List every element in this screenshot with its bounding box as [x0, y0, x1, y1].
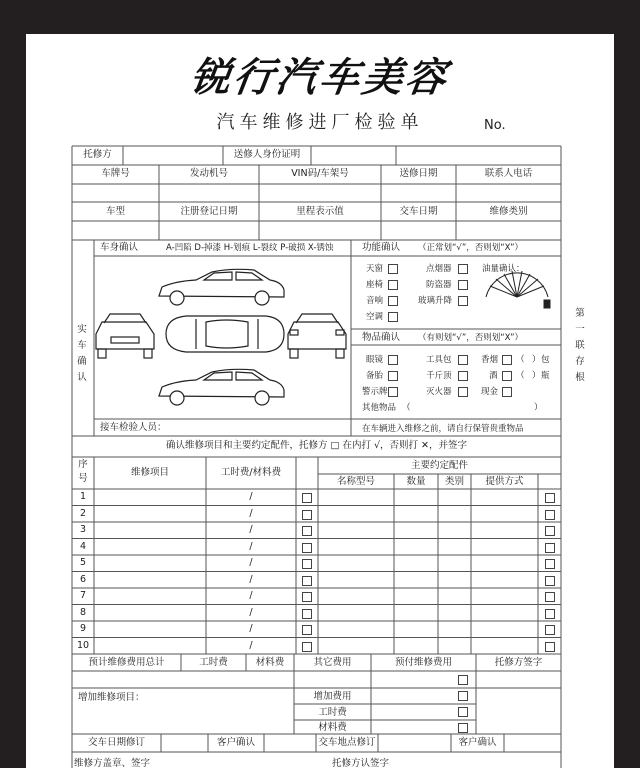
row-parts-checkbox[interactable] [545, 493, 555, 503]
checkbox-extra-fee[interactable] [458, 691, 468, 701]
extra-labor-label: 工时费 [318, 707, 347, 718]
checkbox-prepay[interactable] [458, 675, 468, 685]
customer-confirm-label-1: 客户确认 [216, 737, 255, 748]
reg-date-label: 注册登记日期 [180, 206, 238, 217]
car-top-view-icon [166, 316, 284, 352]
item-glasses: 眼镜 [366, 355, 384, 365]
row-confirm-checkbox[interactable] [302, 510, 312, 520]
col-name-header: 名称型号 [336, 476, 375, 487]
labor-label: 工时费 [199, 657, 228, 668]
delivery-date-revise-label: 交车日期修订 [87, 737, 145, 748]
checkbox-spare-tire[interactable] [388, 371, 398, 381]
row-confirm-checkbox[interactable] [302, 543, 312, 553]
odometer-label: 里程表示值 [296, 206, 344, 217]
damage-codes: A-凹陷 D-掉漆 H-划痕 L-裂纹 P-破损 X-锈蚀 [166, 243, 334, 253]
func-item-ac: 空调 [366, 312, 384, 322]
checkbox-extra-labor[interactable] [458, 707, 468, 717]
checkbox-extra-material[interactable] [458, 723, 468, 733]
row-confirm-checkbox[interactable] [302, 576, 312, 586]
col-qty-header: 数量 [406, 476, 426, 487]
row-number: 10 [76, 639, 90, 651]
checkbox-jack[interactable] [458, 371, 468, 381]
col-supply-header: 提供方式 [485, 476, 524, 487]
material-label: 材料费 [255, 657, 285, 668]
engine-no-label: 发动机号 [189, 168, 228, 179]
func-item-audio: 音响 [366, 296, 384, 306]
func-item-antitheft: 防盗器 [426, 280, 452, 290]
car-side-view-bottom-icon [159, 369, 284, 405]
item-warning-sign: 警示牌 [362, 387, 388, 397]
checkbox-glasses[interactable] [388, 355, 398, 365]
plate-label: 车牌号 [101, 168, 130, 179]
fee-slash: / [249, 557, 253, 568]
send-date-label: 送修日期 [399, 168, 438, 179]
row-parts-checkbox[interactable] [545, 609, 555, 619]
row-number: 7 [79, 590, 87, 601]
row-number: 6 [79, 573, 87, 585]
paren-close-3: ） [534, 403, 543, 413]
checkbox-window[interactable] [458, 296, 468, 306]
item-jack: 千斤顶 [426, 371, 452, 381]
customer-confirm-label-2: 客户确认 [458, 737, 497, 748]
item-cash: 现金 [481, 387, 499, 397]
checkbox-sunroof[interactable] [388, 264, 398, 274]
row-confirm-checkbox[interactable] [302, 559, 312, 569]
fuel-label: 油量确认： [482, 264, 525, 274]
prepay-label: 预付维修费用 [394, 657, 452, 668]
paren-open-3: （ [402, 403, 411, 413]
delivery-place-revise-label: 交车地点修订 [318, 737, 376, 748]
contact-label: 联系人电话 [484, 168, 533, 179]
car-side-view-top-icon [159, 269, 284, 305]
row-confirm-checkbox[interactable] [302, 592, 312, 602]
car-rear-view-icon [288, 314, 346, 358]
client-sign-label: 托修方签字 [494, 657, 543, 668]
other-fee-label: 其它费用 [313, 657, 352, 668]
row-parts-checkbox[interactable] [545, 559, 555, 569]
item-extinguisher: 灭火器 [426, 387, 452, 397]
col-no-header: 序号 [78, 459, 88, 484]
inspection-form [26, 34, 614, 768]
id-doc-label: 送修人身份证明 [233, 149, 301, 160]
fee-slash: / [249, 606, 253, 618]
repairer-sign-label: 维修方盖章、签字 [74, 758, 151, 768]
item-bag: 包 [541, 355, 550, 365]
fee-slash: / [249, 639, 253, 651]
item-toolkit: 工具包 [426, 355, 452, 365]
row-parts-checkbox[interactable] [545, 526, 555, 536]
other-items-label: 其他物品 [362, 403, 397, 413]
client-confirm-sign-label: 托修方认签字 [332, 758, 390, 768]
vehicle-confirm-side-label: 实车确认 [77, 324, 87, 383]
vin-label: VIN码/车架号 [291, 168, 349, 179]
checkbox-antitheft[interactable] [458, 280, 468, 290]
checkbox-ac[interactable] [388, 312, 398, 322]
fuel-gauge-icon [486, 271, 550, 308]
row-parts-checkbox[interactable] [545, 510, 555, 520]
row-parts-checkbox[interactable] [545, 543, 555, 553]
checkbox-toolkit[interactable] [458, 355, 468, 365]
col-parts-header: 主要约定配件 [410, 460, 468, 471]
col-category-header: 类别 [444, 476, 464, 487]
brand-logo: 锐行汽车美容 [187, 55, 452, 101]
checkbox-lighter[interactable] [458, 264, 468, 274]
extra-material-label: 材料费 [318, 722, 347, 733]
paren-open-2: （ [516, 371, 525, 381]
row-confirm-checkbox[interactable] [302, 526, 312, 536]
extra-fee-label: 增加费用 [313, 691, 352, 702]
checkbox-cigarettes[interactable] [502, 355, 512, 365]
item-spare-tire: 备胎 [366, 371, 384, 381]
paren-close-1: ） [532, 355, 541, 365]
row-confirm-checkbox[interactable] [302, 493, 312, 503]
delivery-date-label: 交车日期 [399, 206, 438, 217]
extra-items-label: 增加维修项目： [78, 692, 145, 703]
copy-stub-label: 第一联存根 [575, 308, 585, 383]
func-item-seat: 座椅 [366, 280, 384, 290]
checkbox-wine[interactable] [502, 371, 512, 381]
fee-slash: / [249, 507, 253, 519]
checkbox-extinguisher[interactable] [458, 387, 468, 397]
col-item-header: 维修项目 [130, 467, 169, 478]
form-title: 汽车维修进厂检验单 [216, 112, 424, 133]
func-item-lighter: 点烟器 [426, 264, 452, 274]
valuables-note: 在车辆进入维修之前，请自行保管贵重物品 [362, 424, 524, 434]
func-item-window: 玻璃升降 [418, 296, 453, 306]
func-item-sunroof: 天窗 [366, 264, 384, 274]
document-number-label: No. [484, 118, 506, 133]
item-cigarettes: 香烟 [481, 355, 499, 365]
car-front-view-icon [96, 314, 154, 358]
row-parts-checkbox[interactable] [545, 592, 555, 602]
row-number: 2 [79, 507, 87, 519]
row-number: 9 [79, 623, 87, 634]
row-confirm-checkbox[interactable] [302, 609, 312, 619]
inspector-label: 接车检验人员： [100, 422, 167, 433]
estimate-total-label: 预计维修费用总计 [88, 657, 165, 668]
fee-slash: / [249, 623, 253, 634]
model-label: 车型 [105, 206, 125, 217]
row-confirm-checkbox[interactable] [302, 642, 312, 652]
body-check-label: 车身确认 [100, 242, 139, 253]
row-number: 1 [79, 491, 87, 502]
row-number: 5 [79, 557, 87, 568]
checkbox-seat[interactable] [388, 280, 398, 290]
paren-close-2: ） [532, 371, 541, 381]
row-number: 4 [79, 540, 87, 552]
checkbox-audio[interactable] [388, 296, 398, 306]
row-number: 8 [79, 606, 87, 618]
item-wine: 酒 [489, 371, 498, 381]
row-parts-checkbox[interactable] [545, 642, 555, 652]
row-confirm-checkbox[interactable] [302, 625, 312, 635]
row-number: 3 [79, 524, 87, 535]
item-bottle: 瓶 [541, 371, 550, 381]
fee-slash: / [249, 524, 253, 535]
checkbox-cash[interactable] [502, 387, 512, 397]
fee-slash: / [249, 590, 253, 601]
function-check-label: 功能确认 [362, 242, 401, 253]
items-check-hint: （有则划“√”，否则划“X”） [418, 333, 524, 343]
function-check-hint: （正常划“√”，否则划“X”） [418, 243, 524, 253]
checkbox-warning-sign[interactable] [388, 387, 398, 397]
repair-type-label: 维修类别 [489, 206, 528, 217]
confirm-note: 确认维修项目和主要约定配件，托修方 □ 在内打 √，否则打 ✕，并签字 [165, 440, 468, 451]
client-label: 托修方 [83, 149, 112, 160]
row-parts-checkbox[interactable] [545, 625, 555, 635]
items-check-label: 物品确认 [362, 332, 401, 343]
row-parts-checkbox[interactable] [545, 576, 555, 586]
col-fee-header: 工时费/材料费 [220, 467, 282, 478]
paren-open-1: （ [516, 355, 525, 365]
fee-slash: / [249, 573, 253, 585]
fee-slash: / [249, 540, 253, 552]
fee-slash: / [249, 491, 253, 502]
